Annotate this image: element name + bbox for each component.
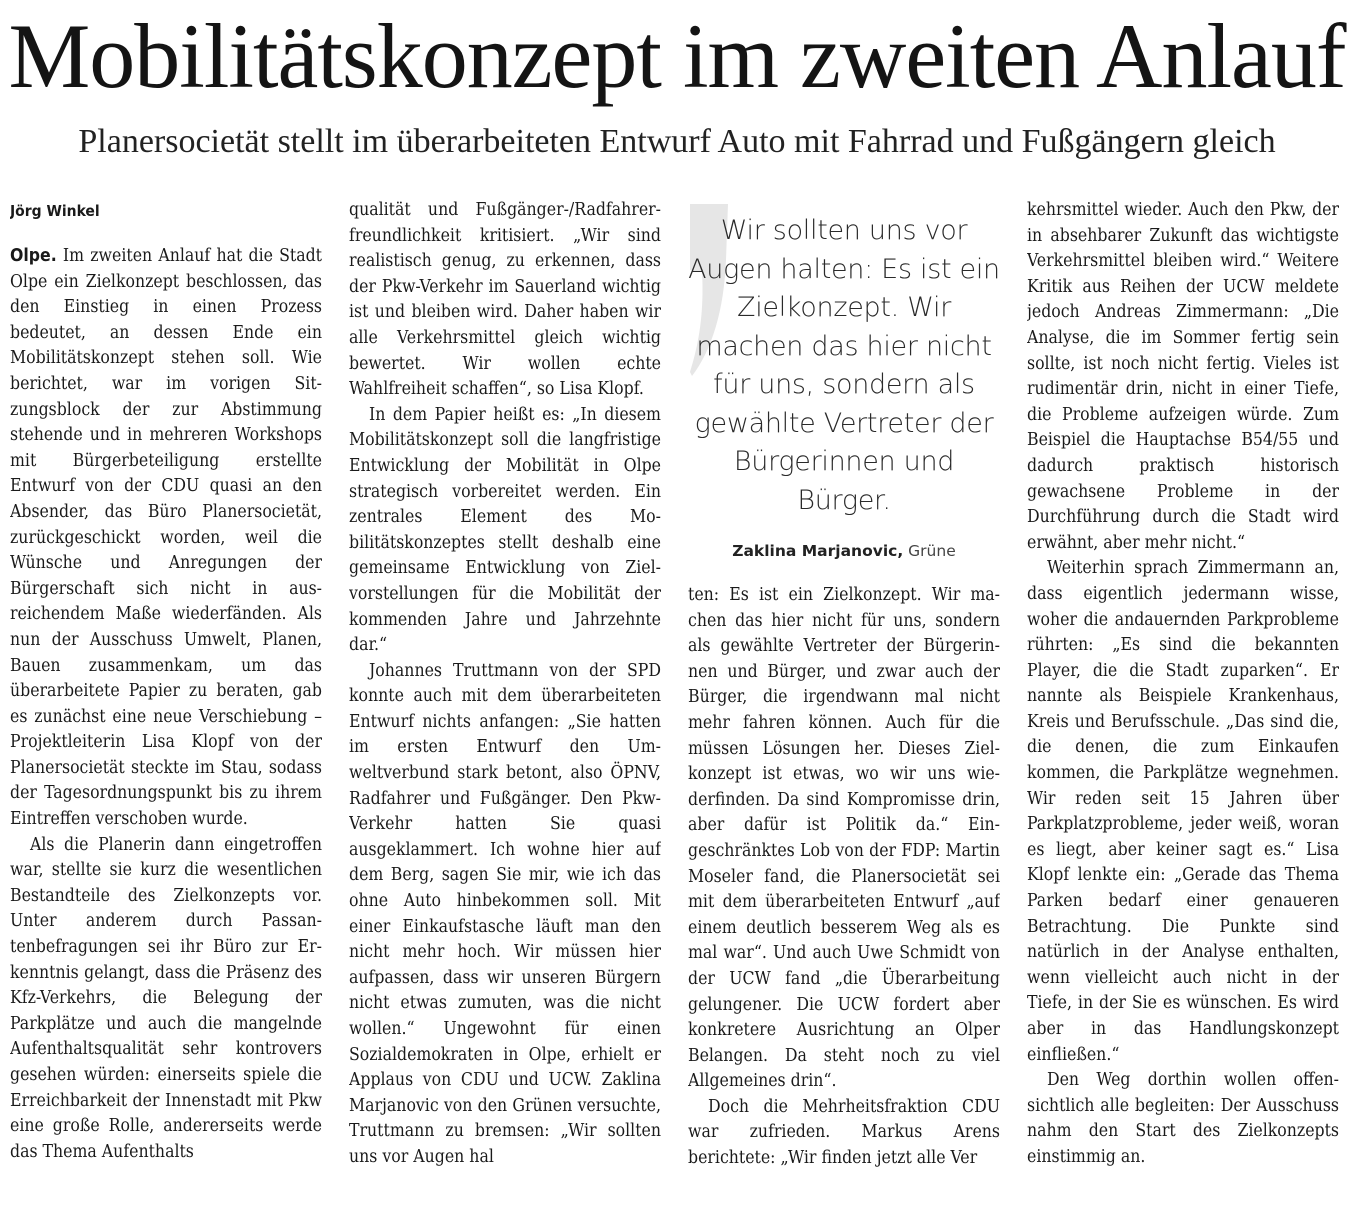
paragraph: Weiterhin sprach Zimmermann an, dass eigentlich jedermann wisse, woher die andauernden Parkprobleme rührten: „Es sind die bekannten Player, die die Stadt zuparken“. Er nannte als Beispiele Krankenhaus, Kreis und Berufsschule. „Das sind die, die denen, die zum Einkaufen kommen, die Parkplätze wegnehmen. Wir reden seit 15 Jahren über Parkplatzprobleme, jeder weiß, woran es liegt, aber keiner sagt es.“ Lisa Klopf lenkte ein: „Gerade das Thema Parken bedarf einer genaueren Betrachtung. Die Punkte sind natürlich in der Analyse enthalten, wenn vielleicht auch nicht in der Tiefe, in der Sie es wünschen. Es wird aber in das Handlungskonzept einfließen.“ [1027, 558, 1339, 1065]
pull-quote [688, 200, 1000, 570]
paragraph [10, 244, 322, 833]
paragraph: qualität und Fußgänger-/Radfahrerfreundlichkeit kritisiert. „Wir sind realistisch genug, zu erkennen, dass der Pkw-Verkehr im Sauerland wichtig ist und bleiben wird. Daher haben wir alle Verkehrsmittel gleich wichtig bewertet. Wir wollen echte Wahlfreiheit schaffen“, so Lisa Klopf. [349, 200, 661, 400]
headline: Mobilitätskonzept im zweiten Anlauf [8, 5, 1346, 107]
quote-party: Grüne [908, 542, 956, 560]
quote-source [688, 542, 1000, 560]
paragraph: Als die Planerin dann eingetroffen war, stellte sie kurz die wesentlichen Bestandteile des Zielkonzepts vor. Unter anderem durch Passantenbefragungen sei ihr Büro zur Erkenntnis gelangt, dass die Präsenz des Kfz-Verkehrs, die Belegung der Parkplätze und auch die mangelnde Aufenthaltsqualität sehr kontrovers gesehen würden: einerseits spiele die Erreichbarkeit der Innenstadt mit Pkw eine große Rolle, andererseits werde das Thema Aufenthalts [10, 834, 322, 1162]
paragraph: In dem Papier heißt es: „In diesem Mobilitätskonzept soll die langfristige Entwicklung der Mobilität in Olpe strategisch vorbereitet werden. Ein zentrales Element des Mobilitätskonzeptes stellt deshalb eine gemeinsame Entwicklung von Zielvorstellungen für die Mobilität der kommenden Jahre und Jahrzehnte dar.“ [349, 404, 661, 656]
paragraph-text: Im zweiten Anlauf hat die Stadt Olpe ein Zielkonzept beschlossen, das den Einstieg in einen Prozess bedeutet, an dessen Ende ein Mobilitätskonzept stehen soll. Wie berichtet, war im vorigen Sitzungsblock der zur Abstimmung stehende und in mehreren Workshops mit Bürgerbeteiligung erstellte Entwurf von der CDU quasi an den Absender, das Büro Planersocietät, zurückgeschickt worden, weil die Wünsche und Anregungen der Bürgerschaft sich nicht in ausreichendem Maße wiederfänden. Als nun der Ausschuss Umwelt, Planen, Bauen zusammenkam, um das überarbeitete Papier zu beraten, gab es zunächst eine neue Verschiebung – Projektleiterin Lisa Klopf von der Planersocietät steckte im Stau, sodass der Tagesordnungspunkt bis zu ihrem Eintreffen verschoben wurde. [10, 246, 322, 830]
paragraph: Johannes Truttmann von der SPD konnte auch mit dem überarbeiteten Entwurf nichts anfangen: „Sie hatten im ersten Entwurf den Umweltverbund stark betont, also ÖPNV, Radfahrer und Fußgänger. Den Pkw-Verkehr hatten Sie quasi ausgeklammert. Ich wohne hier auf dem Berg, sagen Sie mir, wie ich das ohne Auto hinbekommen soll. Mit einer Einkaufstasche läuft man den nicht mehr hoch. Wir müssen hier aufpassen, dass wir unseren Bürgern nicht etwas zumuten, was die nicht wollen.“ Ungewohnt für einen Sozialdemokraten in Olpe, erhielt er Applaus von CDU und UCW. Zaklina Marjanovic von den Grünen versuchte, Truttmann zu bremsen: „Wir sollten uns vor Augen hal [349, 660, 661, 1167]
quote-text: Wir sollten uns vor Augen halten: Es ist ein Zielkonzept. Wir machen das hier nicht für uns, sondern als gewählte Vertreter der Bürgerinnen und Bürger. [688, 215, 1000, 516]
article-column-2 [349, 198, 661, 1208]
paragraph: kehrsmittel wieder. Auch den Pkw, der in absehbarer Zukunft das wichtigste Verkehrsmittel bleiben wird.“ Weitere Kritik aus Reihen der UCW meldete jedoch Andreas Zimmermann: „Die Analyse, die im Sommer fertig sein sollte, ist noch nicht fertig. Vieles ist rudimentär drin, nicht in einer Tiefe, die Probleme aufzeigen würde. Zum Beispiel die Hauptachse B54/55 und dadurch praktisch historisch gewachsene Probleme in der Durchführung durch die Stadt wird erwähnt, aber mehr nicht.“ [1027, 200, 1339, 553]
article-column-3 [688, 583, 1000, 1203]
paragraph: ten: Es ist ein Zielkonzept. Wir machen das hier nicht für uns, sondern als gewählte Vertreter der Bürgerinnen und Bürger, und zwar auch der Bürger, die irgendwann mal nicht mehr fahren können. Auch für die müssen Lösungen her. Dieses Zielkonzept ist etwas, wo wir uns wiederfinden. Da sind Kompromisse drin, aber dafür ist Politik da.“ Eingeschränktes Lob von der FDP: Martin Moseler fand, die Planersocietät sei mit dem überarbeiteten Entwurf „auf einem deutlich besserem Weg als es mal war“. Und auch Uwe Schmidt von der UCW fand „die Überarbeitung gelungener. Die UCW fordert aber konkretere Ausrichtung an Olper Belangen. Da steht noch zu viel Allgemeines drin“. [688, 585, 1000, 1092]
paragraph: Den Weg dorthin wollen offensichtlich alle begleiten: Der Ausschuss nahm den Start des Zielkonzepts einstimmig an. [1027, 1070, 1339, 1167]
article-column-1 [10, 198, 322, 1208]
quote-speaker: Zaklina Marjanovic, [732, 542, 904, 560]
paragraph: Doch die Mehrheitsfraktion CDU war zufrieden. Markus Arens berichtete: „Wir finden jetzt alle Ver [688, 1096, 1000, 1169]
author-byline: Jörg Winkel [10, 202, 100, 220]
subheadline: Planersocietät stellt im überarbeiteten Entwurf Auto mit Fahrrad und Fußgängern gleich [78, 123, 1276, 160]
dateline-place: Olpe. [10, 246, 57, 266]
article-column-4 [1027, 198, 1339, 1208]
